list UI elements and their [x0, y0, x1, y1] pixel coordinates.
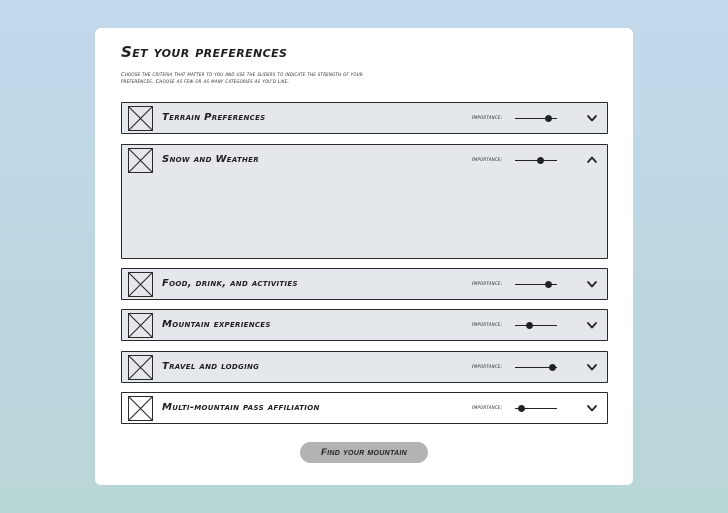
importance-slider[interactable]: [515, 321, 557, 330]
accordion-travel-lodging[interactable]: [121, 351, 608, 383]
accordion-label: Terrain Preferences: [162, 112, 266, 123]
importance-label: Importance:: [472, 364, 503, 370]
importance-slider[interactable]: [515, 156, 557, 165]
image-placeholder-icon: [128, 355, 153, 380]
slider-track: [515, 325, 557, 326]
importance-label: Importance:: [472, 115, 503, 121]
image-placeholder-icon: [128, 148, 153, 173]
chevron-down-icon[interactable]: [586, 112, 598, 124]
page-description: Choose the criteria that matter to you and use the sliders to indicate the strength of your preferences. Choose as few or as many categories as you'd like.: [121, 72, 363, 85]
chevron-up-icon[interactable]: [586, 154, 598, 166]
chevron-down-icon[interactable]: [586, 319, 598, 331]
slider-knob[interactable]: [545, 281, 552, 288]
accordion-food-drink[interactable]: [121, 268, 608, 300]
chevron-down-icon[interactable]: [586, 278, 598, 290]
accordion-multi-mountain-pass[interactable]: [121, 392, 608, 424]
image-placeholder-icon: [128, 272, 153, 297]
accordion-label: Mountain experiences: [162, 319, 271, 330]
accordion-terrain[interactable]: [121, 102, 608, 134]
image-placeholder-icon: [128, 313, 153, 338]
importance-slider[interactable]: [515, 363, 557, 372]
accordion-label: Food, drink, and activities: [162, 278, 298, 289]
importance-label: Importance:: [472, 281, 503, 287]
accordion-label: Travel and lodging: [162, 361, 260, 372]
find-mountain-button[interactable]: Find your mountain: [300, 442, 428, 463]
accordion-label: Snow and Weather: [162, 154, 259, 165]
slider-knob[interactable]: [537, 157, 544, 164]
importance-label: Importance:: [472, 405, 503, 411]
importance-slider[interactable]: [515, 404, 557, 413]
importance-label: Importance:: [472, 322, 503, 328]
preferences-card: [95, 28, 633, 485]
chevron-down-icon[interactable]: [586, 361, 598, 373]
importance-slider[interactable]: [515, 280, 557, 289]
slider-knob[interactable]: [549, 364, 556, 371]
slider-knob[interactable]: [526, 322, 533, 329]
chevron-down-icon[interactable]: [586, 402, 598, 414]
slider-knob[interactable]: [545, 115, 552, 122]
importance-label: Importance:: [472, 157, 503, 163]
slider-knob[interactable]: [518, 405, 525, 412]
accordion-snow-weather[interactable]: [121, 144, 608, 259]
image-placeholder-icon: [128, 396, 153, 421]
page-title: Set your preferences: [121, 43, 288, 61]
image-placeholder-icon: [128, 106, 153, 131]
importance-slider[interactable]: [515, 114, 557, 123]
accordion-label: Multi-mountain pass affiliation: [162, 402, 320, 413]
accordion-mountain-experiences[interactable]: [121, 309, 608, 341]
